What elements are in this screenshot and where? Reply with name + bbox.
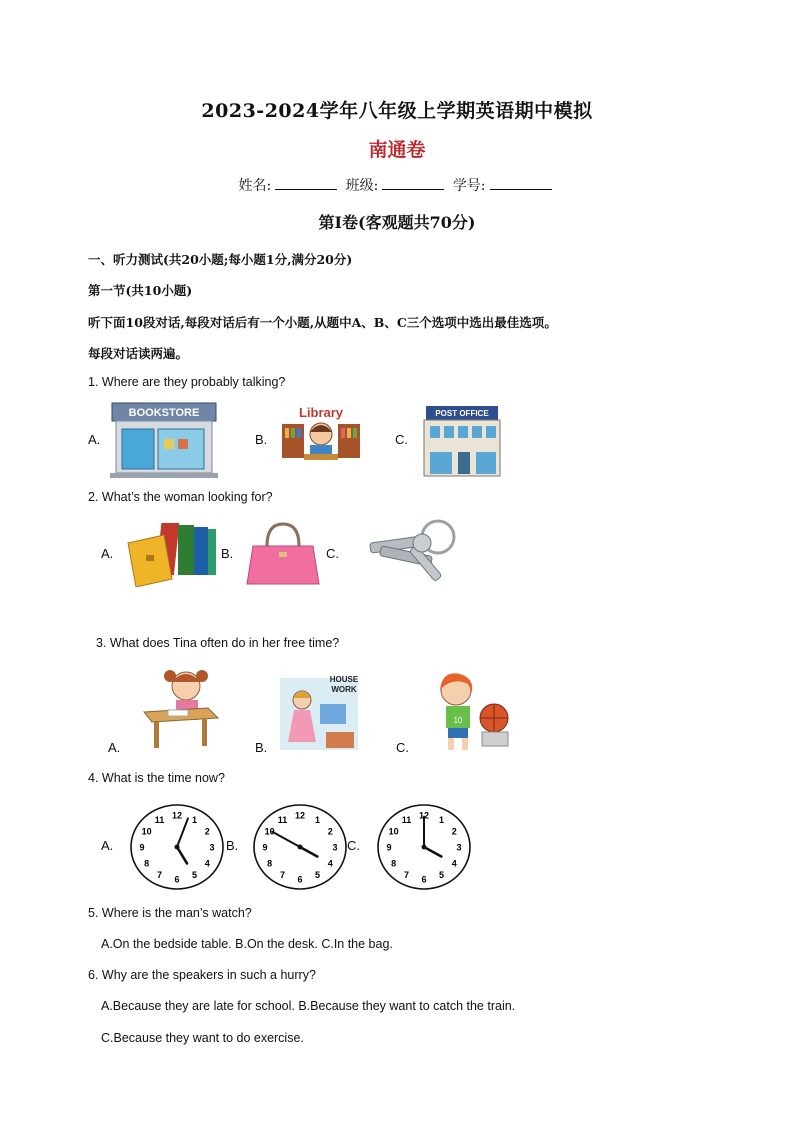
clock-number: 9 — [386, 842, 392, 853]
clock-number: 11 — [154, 814, 165, 825]
question-text: Why are the speakers in such a hurry? — [101, 968, 316, 982]
basketball-girl-image[interactable] — [426, 668, 514, 752]
question-5 — [88, 906, 252, 920]
question-5-options — [101, 937, 393, 951]
name-label: 姓名: — [238, 178, 272, 194]
clock-number: 10 — [141, 826, 152, 837]
clock-number: 11 — [277, 814, 288, 825]
class-blank[interactable] — [382, 177, 444, 190]
clock-number: 3 — [332, 842, 338, 853]
clock-number: 4 — [327, 858, 333, 869]
clock-number: 6 — [297, 874, 303, 885]
clock-number: 10 — [388, 826, 399, 837]
question-number: 5. — [88, 906, 99, 920]
girl-studying-image[interactable] — [138, 664, 226, 750]
option-c-label[interactable]: C. — [326, 546, 339, 561]
question-6-options-row1 — [101, 999, 515, 1013]
section-heading: 一、听力测试(共20小题;每小题1分,满分20分) — [88, 252, 353, 267]
clock-number: 6 — [421, 874, 427, 885]
clock-number: 7 — [279, 870, 286, 881]
question-4 — [88, 771, 225, 785]
clock-number: 12 — [418, 810, 430, 821]
option-b[interactable]: B.On the desk. — [235, 937, 318, 951]
clock-number: 2 — [204, 826, 210, 837]
clock-number: 5 — [438, 870, 445, 881]
post-office-image[interactable] — [420, 402, 504, 478]
clock-center — [422, 845, 427, 850]
clock-c[interactable] — [374, 802, 474, 892]
question-text: Where are they probably talking? — [101, 375, 286, 389]
clock-number: 10 — [264, 826, 275, 837]
clock-number: 1 — [438, 814, 445, 825]
clock-number: 1 — [191, 814, 198, 825]
option-a-label[interactable]: A. — [88, 432, 101, 447]
id-label: 学号: — [452, 178, 486, 194]
clock-number: 7 — [156, 870, 163, 881]
question-number: 1. — [88, 375, 99, 389]
document-title: 2023-2024学年八年级上学期英语期中模拟 — [201, 100, 593, 122]
housework-image[interactable] — [278, 670, 360, 752]
clock-number: 8 — [267, 858, 273, 869]
clock-number: 9 — [262, 842, 268, 853]
clock-number: 12 — [294, 810, 306, 821]
bookstore-sign-text: BOOKSTORE — [128, 407, 200, 419]
clock-number: 4 — [451, 858, 457, 869]
clock-number: 6 — [174, 874, 180, 885]
document-subtitle: 南通卷 — [368, 139, 426, 161]
books-image[interactable] — [124, 517, 220, 587]
clock-number: 2 — [451, 826, 457, 837]
instruction-1: 听下面10段对话,每段对话后有一个小题,从题中A、B、C三个选项中选出最佳选项。 — [88, 315, 557, 330]
handbag-image[interactable] — [245, 520, 321, 588]
clock-number: 5 — [191, 870, 198, 881]
question-number: 4. — [88, 771, 99, 785]
option-a[interactable]: A.Because they are late for school. — [101, 999, 295, 1013]
clock-number: 8 — [144, 858, 150, 869]
svg-text:10: 10 — [453, 716, 463, 725]
option-c[interactable]: C.In the bag. — [321, 937, 393, 951]
instruction-2: 每段对话读两遍。 — [88, 346, 189, 361]
student-info-line — [0, 175, 794, 195]
subsection-heading: 第一节(共10小题) — [88, 283, 193, 298]
option-b-label[interactable]: B. — [255, 740, 268, 755]
clock-number: 11 — [401, 814, 412, 825]
library-sign-text: Library — [298, 405, 344, 420]
class-label: 班级: — [345, 178, 379, 194]
question-text: What’s the woman looking for? — [101, 490, 273, 504]
question-number: 3. — [96, 636, 107, 650]
option-c-label[interactable]: C. — [347, 838, 360, 853]
clock-b[interactable] — [250, 802, 350, 892]
post-office-sign-text: POST OFFICE — [435, 409, 489, 418]
question-3 — [96, 636, 339, 650]
clock-number: 2 — [327, 826, 333, 837]
id-blank[interactable] — [490, 177, 552, 190]
option-a-label[interactable]: A. — [101, 838, 114, 853]
clock-number: 3 — [209, 842, 215, 853]
clock-center — [298, 845, 303, 850]
clock-number: 3 — [456, 842, 462, 853]
question-number: 6. — [88, 968, 99, 982]
clock-number: 5 — [314, 870, 321, 881]
question-number: 2. — [88, 490, 99, 504]
clock-number: 8 — [391, 858, 397, 869]
option-b-label[interactable]: B. — [221, 546, 234, 561]
clock-number: 1 — [314, 814, 321, 825]
clock-number: 12 — [171, 810, 183, 821]
housework-sign-work: WORK — [331, 685, 357, 694]
option-a[interactable]: A.On the bedside table. — [101, 937, 232, 951]
question-text: What does Tina often do in her free time? — [109, 636, 340, 650]
question-2 — [88, 490, 273, 504]
question-1 — [88, 375, 285, 389]
option-b-label[interactable]: B. — [255, 432, 268, 447]
option-b[interactable]: B.Because they want to catch the train. — [298, 999, 516, 1013]
option-b-label[interactable]: B. — [226, 838, 239, 853]
library-image[interactable] — [280, 404, 362, 462]
part-title: 第I卷(客观题共70分) — [318, 213, 476, 232]
option-a-label[interactable]: A. — [101, 546, 114, 561]
housework-sign-house: HOUSE — [329, 675, 359, 684]
option-c[interactable]: C.Because they want to do exercise. — [101, 1031, 304, 1045]
clock-number: 4 — [204, 858, 210, 869]
question-text: What is the time now? — [101, 771, 225, 785]
option-c-label[interactable]: C. — [395, 432, 408, 447]
clock-a[interactable] — [127, 802, 227, 892]
keys-image[interactable] — [350, 515, 462, 591]
question-text: Where is the man’s watch? — [101, 906, 252, 920]
clock-number: 7 — [403, 870, 410, 881]
bookstore-image[interactable] — [108, 401, 220, 479]
option-a-label[interactable]: A. — [108, 740, 121, 755]
question-6 — [88, 968, 316, 982]
name-blank[interactable] — [275, 177, 337, 190]
clock-number: 9 — [139, 842, 145, 853]
clock-center — [175, 845, 180, 850]
option-c-label[interactable]: C. — [396, 740, 409, 755]
